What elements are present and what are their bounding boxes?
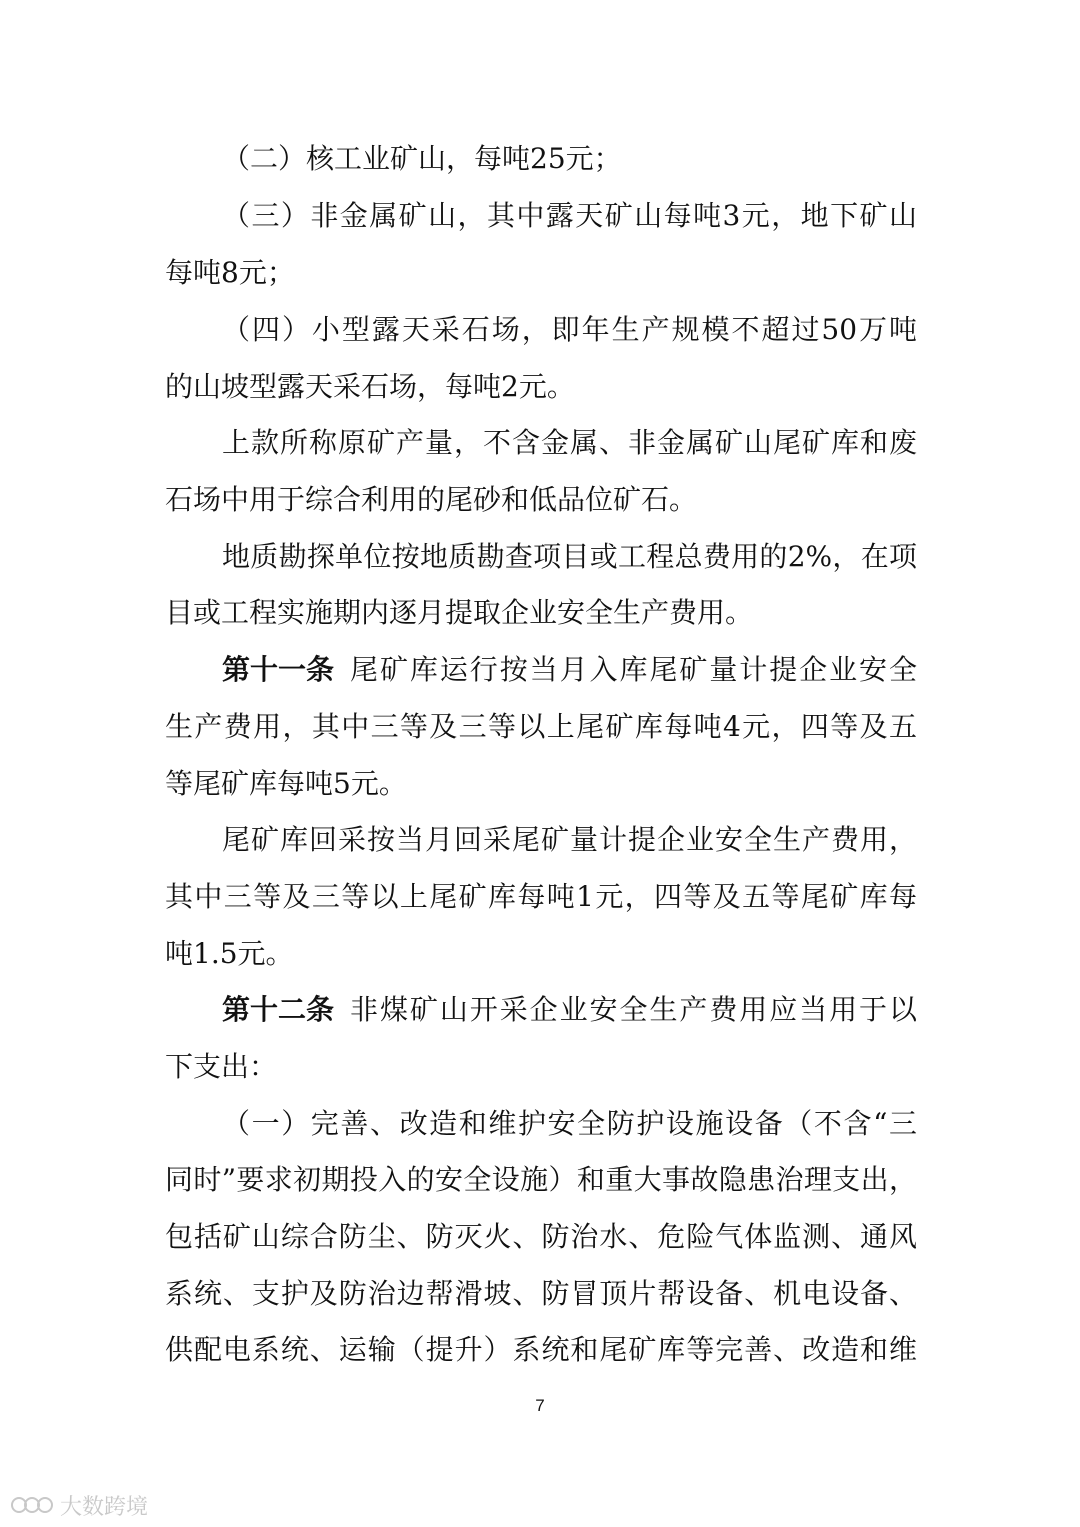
paragraph-line: 供配电系统、运输（提升）系统和尾矿库等完善、改造和维 <box>165 1333 917 1366</box>
paragraph-line: 下支出： <box>165 1050 278 1083</box>
paragraph-line: 吨1.5元。 <box>165 937 294 970</box>
paragraph-line: 非煤矿山开采企业安全生产费用应当用于以 <box>350 993 917 1026</box>
paragraph-line: 地质勘探单位按地质勘查项目或工程总费用的2%，在项 <box>222 540 917 573</box>
paragraph-line: （二）核工业矿山，每吨25元； <box>222 142 622 175</box>
paragraph-line: 每吨8元； <box>165 256 295 289</box>
paragraph-line: 尾矿库运行按当月入库尾矿量计提企业安全 <box>350 653 917 686</box>
paragraph-line: 生产费用，其中三等及三等以上尾矿库每吨4元，四等及五 <box>165 710 917 743</box>
paragraph-line: 目或工程实施期内逐月提取企业安全生产费用。 <box>165 596 754 629</box>
watermark-logo-icon <box>10 1492 54 1518</box>
paragraph-line: 系统、支护及防治边帮滑坡、防冒顶片帮设备、机电设备、 <box>165 1277 917 1310</box>
paragraph-line: 包括矿山综合防尘、防灭火、防治水、危险气体监测、通风 <box>165 1220 917 1253</box>
article-11-line <box>222 652 917 688</box>
watermark-text: 大数跨境 <box>60 1494 149 1520</box>
paragraph-line: （一）完善、改造和维护安全防护设施设备（不含“三 <box>222 1107 917 1140</box>
article-12-line <box>222 992 917 1028</box>
article-11-heading: 第十一条 <box>222 653 335 686</box>
article-12-heading: 第十二条 <box>222 993 335 1026</box>
paragraph-line: （三）非金属矿山，其中露天矿山每吨3元，地下矿山 <box>222 199 917 232</box>
paragraph-line: （四）小型露天采石场，即年生产规模不超过50万吨 <box>222 313 917 346</box>
paragraph-line: 上款所称原矿产量，不含金属、非金属矿山尾矿库和废 <box>222 426 917 459</box>
page-number: 7 <box>535 1396 545 1415</box>
paragraph-line: 的山坡型露天采石场，每吨2元。 <box>165 370 575 403</box>
paragraph-line: 其中三等及三等以上尾矿库每吨1元，四等及五等尾矿库每 <box>165 880 917 913</box>
watermark <box>10 1490 148 1520</box>
paragraph-line: 同时”要求初期投入的安全设施）和重大事故隐患治理支出， <box>165 1163 917 1196</box>
paragraph-line: 等尾矿库每吨5元。 <box>165 767 407 800</box>
paragraph-line: 石场中用于综合利用的尾砂和低品位矿石。 <box>165 483 698 516</box>
paragraph-line: 尾矿库回采按当月回采尾矿量计提企业安全生产费用， <box>222 823 917 856</box>
